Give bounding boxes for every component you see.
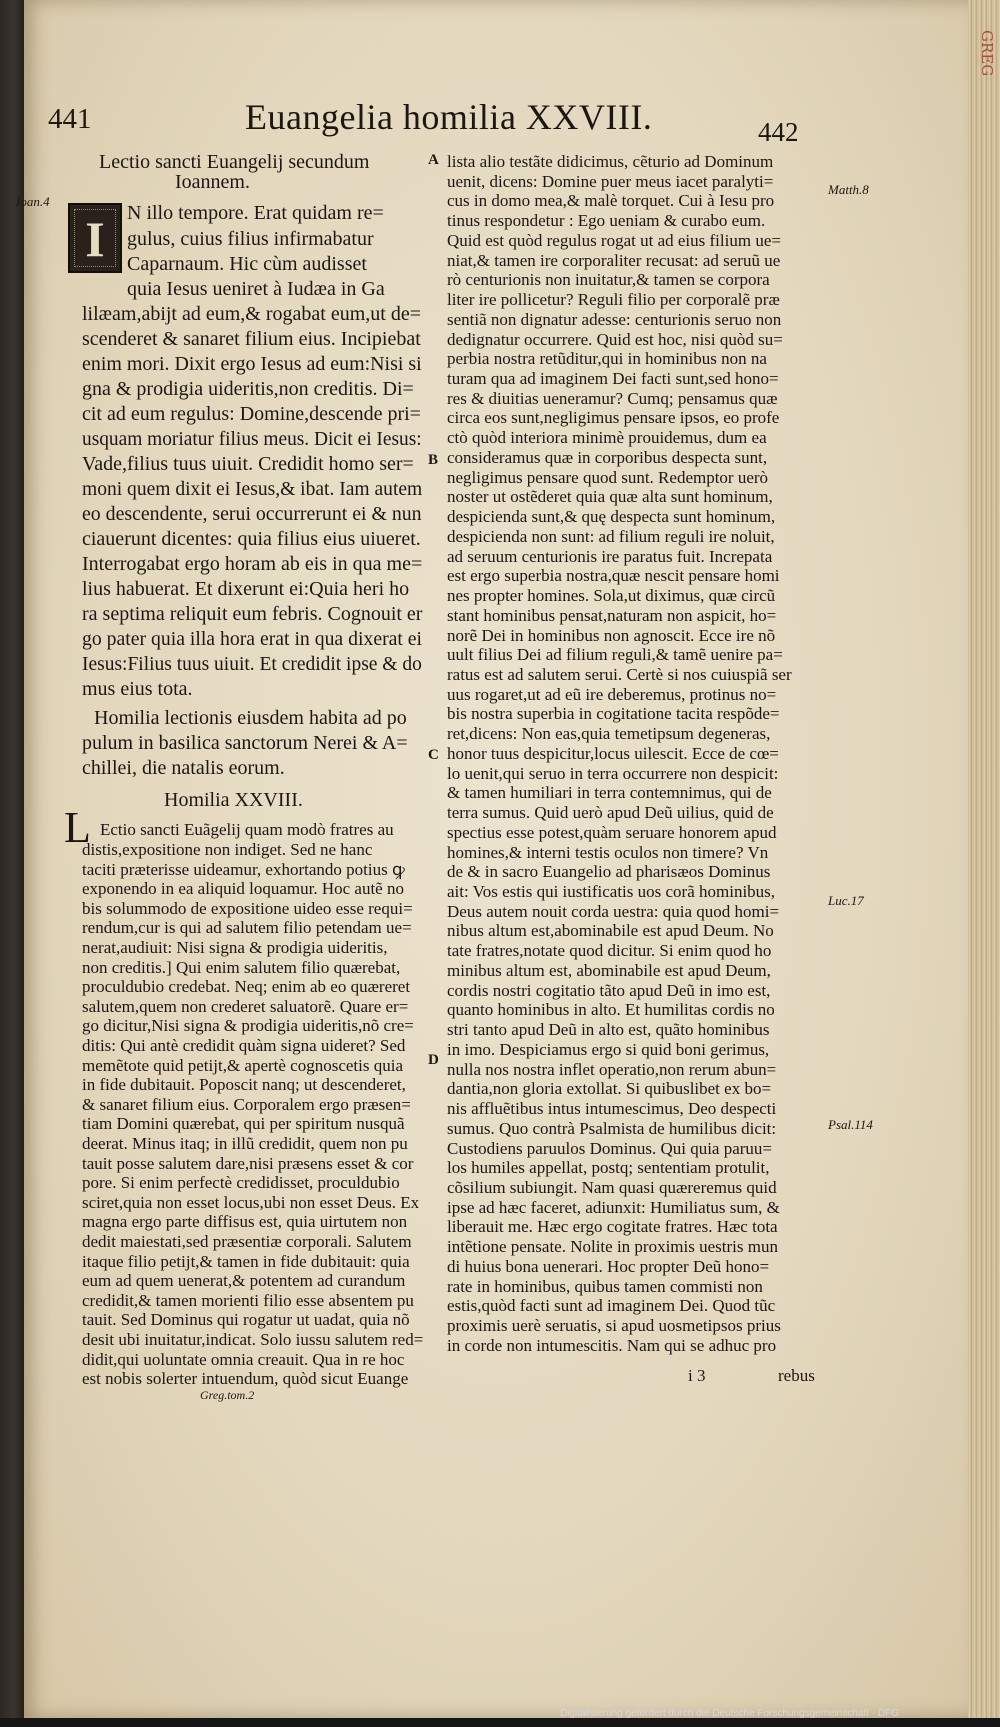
text-line: lilæam,abijt ad eum,& rogabat eum,ut de= <box>82 303 421 325</box>
text-line: memẽtote quid petijt,& apertè cognoscetis quia <box>82 1056 404 1075</box>
text-line: cordis nostri cogitatio tãto apud Deũ in imo est, <box>447 981 771 1000</box>
text-line: exponendo in ea aliquid loquamur. Hoc autẽ no <box>82 879 404 898</box>
margin-note: Psal.114 <box>828 1117 873 1132</box>
text-line: Interrogabat ergo horam ab eis in qua me= <box>82 553 423 575</box>
signature-mark-right: i 3 <box>688 1366 706 1385</box>
text-line: lius habuerat. Et dixerunt ei:Quia heri ho <box>82 578 410 600</box>
text-line: rendum,cur is qui ad salutem filio petendam ue= <box>82 918 412 937</box>
text-line: ditis: Qui antè credidit quàm signa uideret? Sed <box>82 1036 406 1055</box>
text-line: homines,& interni testis oculos non timere? Vn <box>447 843 769 862</box>
text-line: quia Iesus ueniret à Iudæa in Ga <box>127 278 385 300</box>
section-letter: D <box>428 1052 439 1068</box>
text-line: gna & prodigia uideritis,non creditis. Di= <box>82 378 414 400</box>
text-line: de & in sacro Euangelio ad pharisæos Dominus <box>447 862 771 881</box>
text-line: norẽ Dei in hominibus non agnoscit. Ecce ire nõ <box>447 626 776 645</box>
text-line: stri tanto apud Deũ in alto est, quãto hominibus <box>447 1020 770 1039</box>
text-line: los humiles appellat, postq; sententiam protulit, <box>447 1158 770 1177</box>
text-line: tinus respondetur : Ego ueniam & curabo eum. <box>447 211 766 230</box>
text-line: quanto hominibus in alto. Et humilitas cordis no <box>447 1000 775 1019</box>
text-line: despicienda sunt,& quę despecta sunt hominum, <box>447 507 776 526</box>
text-line: Ioannem. <box>175 171 250 193</box>
decorated-initial <box>68 203 122 273</box>
text-line: intẽtione pensate. Nolite in proximis uestris mun <box>447 1237 778 1256</box>
text-line: ratus est ad salutem serui. Certè si nos cuiuspiã ser <box>447 665 792 684</box>
text-line: est nobis solerter intuendum, quòd sicut Euange <box>82 1369 409 1388</box>
text-line: bis solummodo de expositione uideo esse requi= <box>82 899 413 918</box>
text-line: & tamen humiliari in terra contemnimus, qui de <box>447 783 772 802</box>
text-line: nibus altum est,abominabile est apud Deum. No <box>447 921 774 940</box>
text-line: non creditis.] Qui enim salutem filio quærebat, <box>82 958 401 977</box>
text-line: honor tuus despicitur,locus uilescit. Ecce de cœ= <box>447 744 779 763</box>
text-line: dedignatur occurrere. Quid est hoc, nisi quòd su= <box>447 330 783 349</box>
text-line: taciti præterisse uideamur, exhortando potius ꝙ <box>82 860 405 879</box>
text-line: scenderet & sanaret filium eius. Incipiebat <box>82 328 421 350</box>
text-line: consideramus quæ in corporibus despecta sunt, <box>447 448 768 467</box>
text-line: perbia nostra retũditur,qui in hominibus non na <box>447 349 767 368</box>
text-line: sentiã non dignatur adesse: centurionis seruo non <box>447 310 782 329</box>
footer-bar <box>0 1718 1000 1727</box>
text-line: moni quem dixit ei Iesus,& ibat. Iam autem <box>82 478 423 500</box>
margin-note: Luc.17 <box>828 893 864 908</box>
text-line: terra sumus. Quid uerò apud Deũ uilius, quid de <box>447 803 774 822</box>
margin-note: Matth.8 <box>828 182 869 197</box>
text-line: eo descendente, serui occurrerunt ei & nun <box>82 503 422 525</box>
text-line: nerat,audiuit: Nisi signa & prodigia uideritis, <box>82 938 388 957</box>
text-line: sciret,quia non esset locus,ubi non esset Deus. Ex <box>82 1193 420 1212</box>
text-line: usquam moriatur filius meus. Dicit ei Iesus: <box>82 428 422 450</box>
text-line: tauit posse salutem dare,nisi præsens esset & cor <box>82 1154 414 1173</box>
text-line: Homilia XXVIII. <box>164 789 303 811</box>
text-line: ret,dicens: Non eas,quia temetipsum degeneras, <box>447 724 771 743</box>
text-line: turam qua ad imaginem Dei facti sunt,sed hono= <box>447 369 779 388</box>
text-line: distis,expositione non indiget. Sed ne hanc <box>82 840 373 859</box>
text-line: desit ubi inuitatur,indicat. Solo iussu salutem red= <box>82 1330 424 1349</box>
text-line: ipse ad hæc faceret, adiunxit: Humiliatus sum, & <box>447 1198 780 1217</box>
text-line: salutem,quem non crederet saluatorẽ. Quare er= <box>82 997 409 1016</box>
text-line: negligimus pensare quod sunt. Redemptor uerò <box>447 468 769 487</box>
text-line: nis affluẽtibus intus intumescimus, Deo despecti <box>447 1099 777 1118</box>
catchword: rebus <box>778 1366 815 1385</box>
text-line: gulus, cuius filius infirmabatur <box>127 228 374 250</box>
text-line: go dicitur,Nisi signa & prodigia uideritis,nõ cre= <box>82 1016 414 1035</box>
initial-letter-homily: L <box>64 803 91 852</box>
text-line: deerat. Minus itaq; in illũ credidit, quem non pu <box>82 1134 408 1153</box>
text-line: cõsilium subiungit. Nam quasi quæreremus quid <box>447 1178 777 1197</box>
section-letter: C <box>428 747 439 763</box>
text-line: proculdubio credebat. Neq; enim ab eo quæreret <box>82 977 411 996</box>
section-letter: B <box>428 452 439 468</box>
text-line: enim mori. Dixit ergo Iesus ad eum:Nisi si <box>82 353 422 375</box>
text-line: rate in hominibus, quibus tamen commisti non <box>447 1277 763 1296</box>
text-line: Iesus:Filius tuus uiuit. Et credidit ipse & do <box>82 653 422 675</box>
text-line: ait: Vos estis qui iustificatis uos corã hominibus, <box>447 882 776 901</box>
text-line: didit,qui uoluntate omnia creauit. Qua in re hoc <box>82 1350 405 1369</box>
text-line: lista alio testãte didicimus, cẽturio ad Dominum <box>447 152 774 171</box>
text-line: nes propter homines. Sola,ut diximus, quæ circũ <box>447 586 776 605</box>
signature-mark-left: Greg.tom.2 <box>200 1388 255 1402</box>
text-line: ctò quòd interiora minimè prouidemus, dum ea <box>447 428 767 447</box>
text-line: magna ergo parte diffisus est, quia uirtutem non <box>82 1212 408 1231</box>
text-line: liberauit me. Hæc ergo cogitate fratres. Hæc tota <box>447 1217 778 1236</box>
text-line: go pater quia illa hora erat in qua dixerat ei <box>82 628 423 650</box>
text-line: cit ad eum regulus: Domine,descende pri= <box>82 403 421 425</box>
text-line: uult filius Dei ad filium reguli,& tamẽ uenire pa= <box>447 645 783 664</box>
text-line: bis nostra superbia in cogitatione tacita respõde= <box>447 704 780 723</box>
text-line: uenit, dicens: Domine puer meus iacet paralyti= <box>447 172 774 191</box>
text-line: Caparnaum. Hic cùm audisset <box>127 253 367 275</box>
page-number-right: 442 <box>758 117 799 147</box>
text-line: stant hominibus pensat,naturam non aspicit, ho= <box>447 606 777 625</box>
section-letter: A <box>428 152 439 168</box>
text-line: niat,& tamen ire corporaliter recusat: ad seruũ ue <box>447 251 781 270</box>
text-line: Lectio sancti Euangelij secundum <box>99 151 370 173</box>
digitization-credit: Digitalisierung gefördert durch die Deutsche Forschungsgemeinschaft · DFG <box>560 1708 900 1719</box>
text-line: est ergo superbia nostra,quæ nescit pensare homi <box>447 566 780 585</box>
text-line: tiam Domini quærebat, qui per spiritum nusquã <box>82 1114 405 1133</box>
text-line: dantia,non gloria extollat. Si quibuslibet ex bo= <box>447 1079 772 1098</box>
text-line: estis,quòd facti sunt ad imaginem Dei. Quod tũc <box>447 1296 776 1315</box>
text-line: res & diuitias ueneramur? Cumq; pensamus quæ <box>447 389 778 408</box>
text-line: Deus autem nouit corda uestra: quia quod homi= <box>447 902 780 921</box>
page-number-left: 441 <box>48 103 92 135</box>
text-line: pore. Si enim perfectè credidisset, proculdubio <box>82 1173 400 1192</box>
text-line: tauit. Sed Dominus qui rogatur ut uadat, quia nõ <box>82 1310 410 1329</box>
text-line: noster ut ostẽderet quia quæ alta sunt hominum, <box>447 487 773 506</box>
text-line: credidit,& tamen morienti filio esse absentem pu <box>82 1291 414 1310</box>
text-line: di huius bona uenerari. Hoc propter Deũ hono= <box>447 1257 770 1276</box>
text-line: tate fratres,notate quod dicitur. Si enim quod ho <box>447 941 772 960</box>
text-line: cus in domo mea,& malè torquet. Cui à Iesu pro <box>447 191 775 210</box>
text-line: despicienda non sunt: ad filium reguli ire noluit, <box>447 527 775 546</box>
margin-note: Ioan.4 <box>16 194 50 209</box>
text-line: Homilia lectionis eiusdem habita ad po <box>94 707 407 729</box>
text-line: rò centurionis non inuitatur,& tamen se corpora <box>447 270 770 289</box>
text-line: eum ad quem uenerat,& potentem ad curandum <box>82 1271 406 1290</box>
text-line: N illo tempore. Erat quidam re= <box>127 202 384 224</box>
text-line: Vade,filius tuus uiuit. Credidit homo ser= <box>82 453 414 475</box>
text-line: chillei, die natalis eorum. <box>82 757 285 779</box>
text-line: Ectio sancti Euãgelij quam modò fratres au <box>100 820 394 839</box>
text-line: in fide dubitauit. Poposcit nanq; ut descenderet, <box>82 1075 406 1094</box>
text-line: uus rogaret,ut ad eũ ire deberemus, protinus no= <box>447 685 777 704</box>
fore-edge-inscription: GREG <box>978 30 996 77</box>
text-line: liter ire pollicetur? Reguli filio per corporalẽ præ <box>447 290 780 309</box>
initial-letter: I <box>85 211 105 267</box>
text-line: proximis uerè seruatis, si apud uosmetipsos prius <box>447 1316 781 1335</box>
text-line: in imo. Despiciamus ergo si quid boni gerimus, <box>447 1040 770 1059</box>
text-line: lo uenit,qui seruo in terra occurrere non despicit: <box>447 764 779 783</box>
running-title: Euangelia homilia XXVIII. <box>245 97 653 137</box>
text-line: ciauerunt dicentes: quia filius eius uiueret. <box>82 528 421 550</box>
text-line: mus eius tota. <box>82 678 193 700</box>
text-line: in corde non intumescitis. Nam qui se adhuc pro <box>447 1336 777 1355</box>
text-line: spectius esse potest,quàm seruare honorem apud <box>447 823 777 842</box>
text-line: nulla nos nostra inflet operatio,non rerum abun= <box>447 1060 777 1079</box>
text-line: pulum in basilica sanctorum Nerei & A= <box>82 732 408 754</box>
text-line: Quid est quòd regulus rogat ut ad eius filium ue= <box>447 231 781 250</box>
book-fore-edge <box>968 0 1000 1718</box>
text-line: itaque filio petijt,& tamen in fide dubitauit: quia <box>82 1252 410 1271</box>
text-line: & sanaret filium eius. Corporalem ergo præsen= <box>82 1095 411 1114</box>
text-line: sumus. Quo contrà Psalmista de humilibus dicit: <box>447 1119 777 1138</box>
text-line: circa eos sunt,negligimus pensare ipsos, eo profe <box>447 408 780 427</box>
text-line: ad seruum centurionis ire paratus fuit. Increpata <box>447 547 773 566</box>
text-line: ra septima reliquit eum febris. Cognouit er <box>82 603 423 625</box>
text-line: Custodiens paruulos Dominus. Qui quia paruu= <box>447 1139 773 1158</box>
text-line: minibus altum est, abominabile est apud Deum, <box>447 961 771 980</box>
text-line: dedit maiestati,sed præsentiæ corporali. Salutem <box>82 1232 412 1251</box>
